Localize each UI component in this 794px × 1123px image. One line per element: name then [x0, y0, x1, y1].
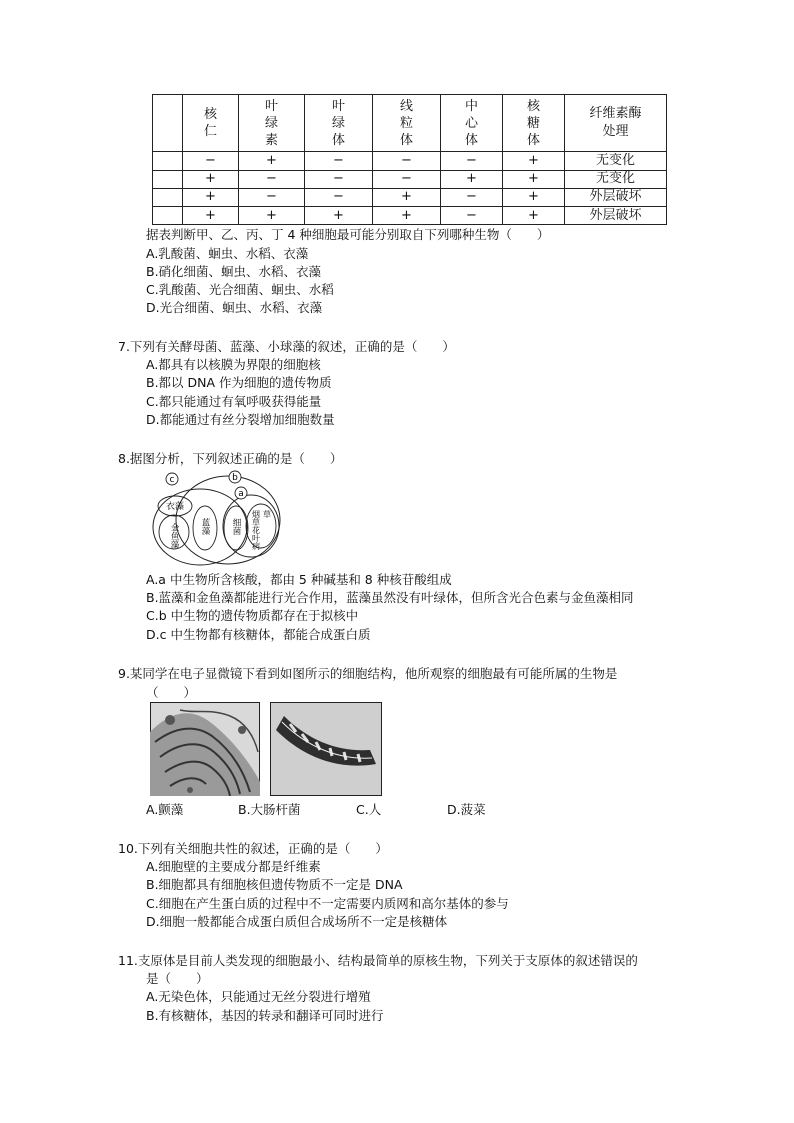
table-cell: 外层破坏 — [565, 188, 667, 206]
venn-label-a: a — [238, 489, 244, 499]
q11-stem: 11.支原体是目前人类发现的细胞最小、结构最简单的原核生物，下列关于支原体的叙述错误的 — [118, 953, 638, 968]
table-cell: − — [239, 188, 305, 206]
table-cell: + — [239, 152, 305, 170]
table-cell: + — [183, 206, 239, 224]
table-header-cell: 叶绿素 — [239, 95, 305, 152]
table-cell: − — [305, 170, 373, 188]
q8-option-d[interactable]: D.c 中生物都有核糖体，都能合成蛋白质 — [146, 627, 371, 642]
q8-option-a[interactable]: A.a 中生物所含核酸，都由 5 种碱基和 8 种核苷酸组成 — [146, 572, 452, 587]
table-cell: + — [183, 170, 239, 188]
venn-diagram — [150, 470, 286, 568]
q6-option-a[interactable]: A.乳酸菌、蛔虫、水稻、衣藻 — [146, 246, 309, 261]
venn-label-c: c — [169, 475, 175, 485]
table-cell: 外层破坏 — [565, 206, 667, 224]
venn-item-label: 金鱼藻 — [169, 523, 179, 549]
table-cell: + — [305, 206, 373, 224]
q8-option-c[interactable]: C.b 中生物的遗传物质都存在于拟核中 — [146, 608, 359, 623]
table-row — [153, 206, 667, 224]
table-cell: + — [503, 206, 565, 224]
q7-option-b[interactable]: B.都以 DNA 作为细胞的遗传物质 — [146, 375, 332, 390]
table-cell: + — [183, 188, 239, 206]
table-cell: − — [441, 152, 503, 170]
q7-option-d[interactable]: D.都能通过有丝分裂增加细胞数量 — [146, 412, 335, 427]
q9-stem-cont: （ ） — [146, 685, 197, 700]
table-header-row — [153, 95, 667, 152]
venn-label-b: b — [232, 473, 238, 483]
table-cell: − — [305, 152, 373, 170]
q9-option-d[interactable]: D.菠菜 — [447, 802, 486, 817]
table-cell — [153, 188, 183, 206]
table-cell: − — [441, 206, 503, 224]
q10-option-d[interactable]: D.细胞一般都能合成蛋白质但合成场所不一定是核糖体 — [146, 914, 448, 929]
table-cell: − — [305, 188, 373, 206]
table-cell: + — [239, 206, 305, 224]
q10-option-a[interactable]: A.细胞壁的主要成分都是纤维素 — [146, 859, 321, 874]
q6-stem: 据表判断甲、乙、丙、丁 4 种细胞最可能分别取自下列哪种生物（ ） — [146, 227, 550, 242]
table-cell: − — [239, 170, 305, 188]
table-header-cell: 纤维素酶处理 — [565, 95, 667, 152]
table-row — [153, 188, 667, 206]
q9-option-a[interactable]: A.颤藻 — [146, 802, 184, 817]
table-row — [153, 152, 667, 170]
cell-comparison-table — [152, 94, 667, 225]
venn-item-label: 细菌 — [231, 518, 241, 535]
table-cell: 无变化 — [565, 170, 667, 188]
q11-option-a[interactable]: A.无染色体，只能通过无丝分裂进行增殖 — [146, 989, 371, 1004]
table-cell: + — [503, 188, 565, 206]
table-cell: 无变化 — [565, 152, 667, 170]
table-cell: + — [373, 188, 441, 206]
table-header-cell: 核糖体 — [503, 95, 565, 152]
table-cell: − — [183, 152, 239, 170]
table-cell: + — [503, 152, 565, 170]
venn-item-label: 烟草花叶病 — [251, 510, 261, 550]
table-cell — [153, 170, 183, 188]
table-cell: − — [373, 170, 441, 188]
venn-item-oval — [246, 504, 276, 548]
q11-stem-cont: 是（ ） — [146, 971, 209, 986]
table-header-cell — [153, 95, 183, 152]
venn-item-label: 草 — [262, 510, 272, 518]
table-header-cell: 叶绿体 — [305, 95, 373, 152]
micrograph-right — [270, 702, 382, 796]
q6-option-d[interactable]: D.光合细菌、蛔虫、水稻、衣藻 — [146, 300, 323, 315]
q9-stem: 9.某同学在电子显微镜下看到如图所示的细胞结构，他所观察的细胞最有可能所属的生物是 — [118, 666, 618, 681]
q8-stem: 8.据图分析，下列叙述正确的是（ ） — [118, 451, 343, 466]
table-cell: + — [441, 170, 503, 188]
micrograph-left — [150, 702, 260, 796]
q7-option-a[interactable]: A.都具有以核膜为界限的细胞核 — [146, 357, 321, 372]
q7-stem: 7.下列有关酵母菌、蓝藻、小球藻的叙述，正确的是（ ） — [118, 339, 455, 354]
table-cell: − — [373, 152, 441, 170]
venn-circle-b — [176, 476, 280, 564]
q11-option-b[interactable]: B.有核糖体，基因的转录和翻译可同时进行 — [146, 1008, 384, 1023]
table-row — [153, 170, 667, 188]
table-cell: + — [503, 170, 565, 188]
q10-option-b[interactable]: B.细胞都具有细胞核但遗传物质不一定是 DNA — [146, 877, 403, 892]
table-cell — [153, 152, 183, 170]
table-cell: + — [373, 206, 441, 224]
q6-option-b[interactable]: B.硝化细菌、蛔虫、水稻、衣藻 — [146, 264, 322, 279]
table-header-cell: 核仁 — [183, 95, 239, 152]
table-cell: − — [441, 188, 503, 206]
table-header-cell: 线粒体 — [373, 95, 441, 152]
venn-item-label: 衣藻 — [165, 502, 185, 512]
q6-option-c[interactable]: C.乳酸菌、光合细菌、蛔虫、水稻 — [146, 282, 334, 297]
q10-option-c[interactable]: C.细胞在产生蛋白质的过程中不一定需要内质网和高尔基体的参与 — [146, 896, 509, 911]
q7-option-c[interactable]: C.都只能通过有氧呼吸获得能量 — [146, 394, 322, 409]
q9-option-c[interactable]: C.人 — [356, 802, 382, 817]
q8-option-b[interactable]: B.蓝藻和金鱼藻都能进行光合作用，蓝藻虽然没有叶绿体，但所含光合色素与金鱼藻相同 — [146, 590, 634, 605]
q10-stem: 10.下列有关细胞共性的叙述，正确的是（ ） — [118, 841, 388, 856]
q9-option-b[interactable]: B.大肠杆菌 — [238, 802, 301, 817]
venn-item-label: 蓝藻 — [200, 518, 210, 535]
table-cell — [153, 206, 183, 224]
table-header-cell: 中心体 — [441, 95, 503, 152]
